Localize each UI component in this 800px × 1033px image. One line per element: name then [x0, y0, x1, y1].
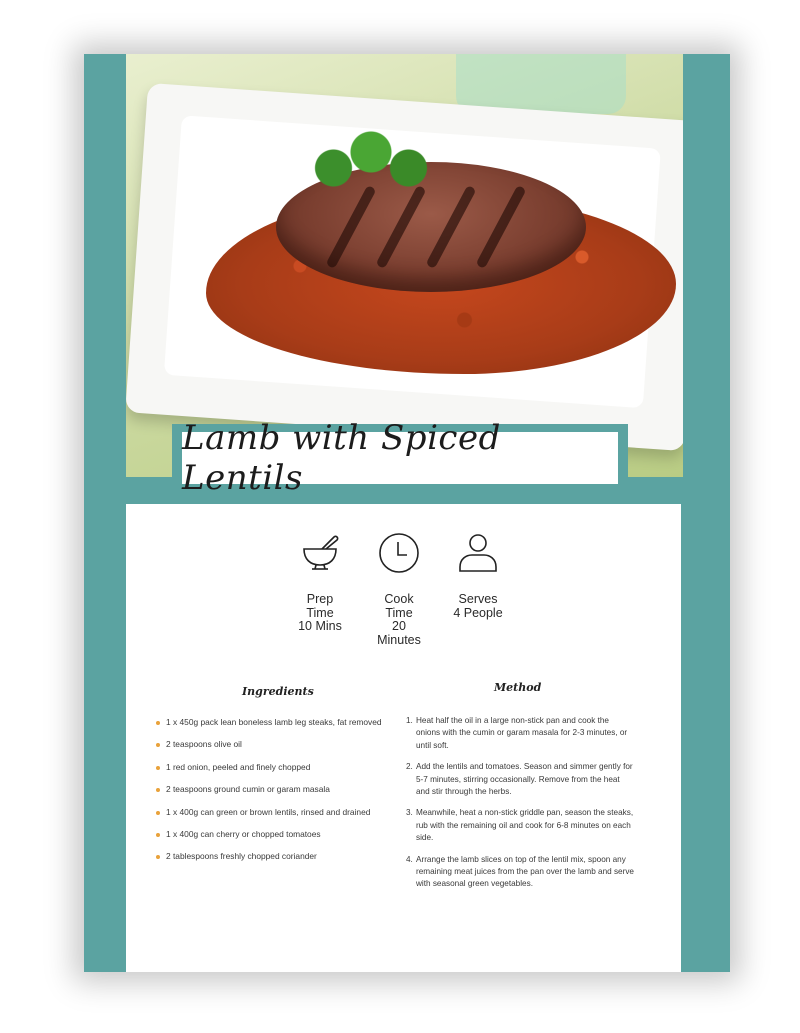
list-item: 1 red onion, peeled and finely chopped [156, 762, 392, 773]
recipe-title: Lamb with Spiced Lentils [182, 432, 618, 484]
ingredients-list [156, 717, 392, 874]
ingredients-heading: Ingredients [242, 685, 314, 698]
title-banner [172, 418, 628, 498]
method-step: 2. Add the lentils and tomatoes. Season and simmer gently for 5-7 minutes, stirring occasionally. Remove from the heat and stir through the herbs. [406, 762, 633, 797]
method-steps [406, 715, 634, 900]
method-step: 1. Heat half the oil in a large non-stick pan and cook the onions with the cumin or garam masala for 2-3 minutes, or until soft. [406, 716, 628, 750]
bullet-icon [156, 721, 160, 725]
method-heading: Method [494, 681, 542, 694]
list-item: 2 teaspoons olive oil [156, 739, 392, 750]
prep-time-label: Prep Time 10 Mins [298, 592, 342, 633]
glass-image [456, 54, 626, 114]
bullet-icon [156, 855, 160, 859]
cook-time-label: Cook Time 20 Minutes [377, 592, 421, 647]
bullet-icon [156, 811, 160, 815]
list-item: 1 x 450g pack lean boneless lamb leg steaks, fat removed [156, 717, 392, 728]
cook-time-stat [363, 531, 435, 647]
mortar-pestle-icon [298, 531, 342, 575]
serves-label: Serves 4 People [453, 592, 503, 620]
bullet-icon [156, 833, 160, 837]
list-item: 1 x 400g can green or brown lentils, rinsed and drained [156, 807, 392, 818]
bullet-icon [156, 788, 160, 792]
clock-icon [377, 531, 421, 575]
person-icon [456, 531, 500, 575]
dish-photo [126, 54, 683, 477]
serves-stat [442, 531, 514, 620]
bullet-icon [156, 766, 160, 770]
method-step: 4. Arrange the lamb slices on top of the lentil mix, spoon any remaining meat juices from the pan over the lamb and serve with seasonal green vegetables. [406, 854, 634, 889]
method-step: 3. Meanwhile, heat a non-stick griddle pan, season the steaks, rub with the remaining oil and cook for 6-8 minutes on each side. [406, 808, 634, 843]
bullet-icon [156, 743, 160, 747]
coriander-garnish [296, 124, 446, 204]
list-item: 1 x 400g can cherry or chopped tomatoes [156, 829, 392, 840]
list-item: 2 tablespoons freshly chopped coriander [156, 851, 392, 862]
list-item: 2 teaspoons ground cumin or garam masala [156, 784, 392, 795]
prep-time-stat [284, 531, 356, 634]
